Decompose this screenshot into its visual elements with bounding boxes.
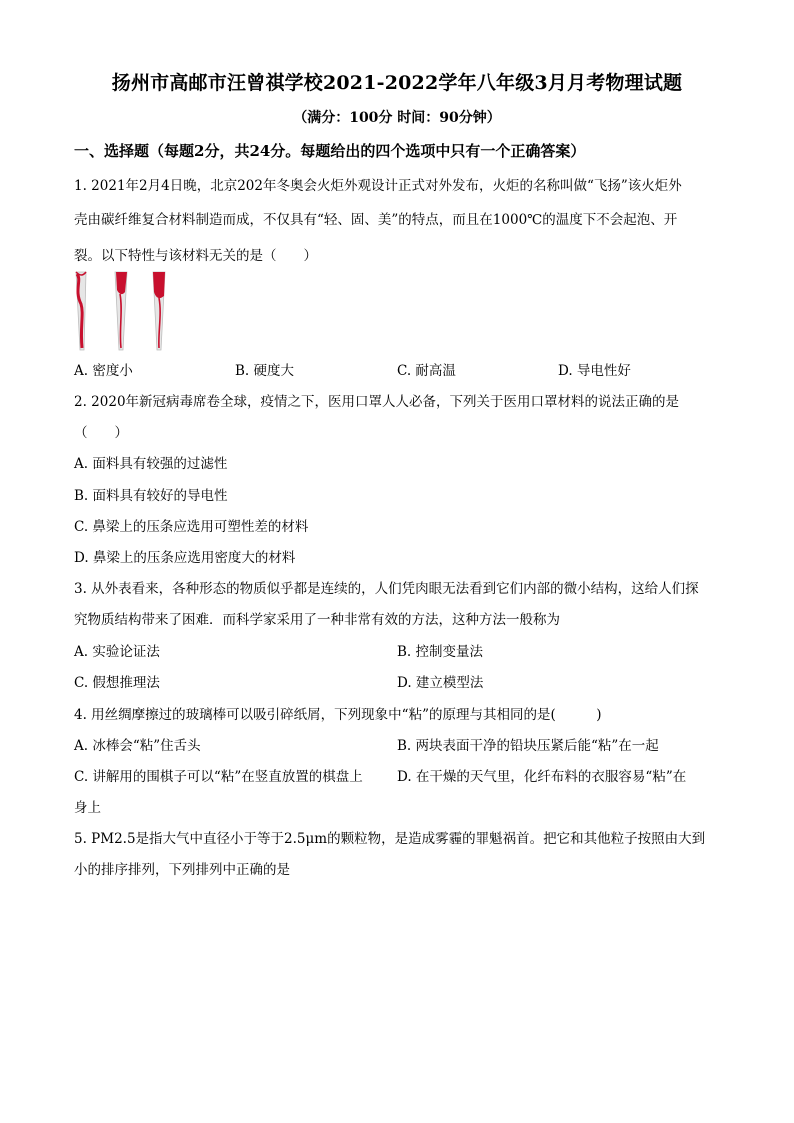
q1-option-a: A. 密度小 (74, 363, 133, 379)
q3-option-b: B. 控制变量法 (397, 644, 484, 660)
q1-option-c: C. 耐高温 (397, 363, 456, 379)
question-3-line-2: 究物质结构带来了困难．而科学家采用了一种非常有效的方法，这种方法一般称为 (74, 612, 560, 628)
q1-option-d: D. 导电性好 (558, 363, 631, 379)
q4-option-b: B. 两块表面干净的铅块压紧后能“粘”在一起 (397, 738, 659, 754)
q4-option-a: A. 冰棒会“粘”住舌头 (74, 738, 201, 754)
q3-option-c: C. 假想推理法 (74, 675, 160, 691)
section-heading: 一、选择题（每题2分，共24分。每题给出的四个选项中只有一个正确答案） (74, 142, 586, 160)
torch-icon (68, 270, 94, 352)
question-1-line-3: 裂。以下特性与该材料无关的是（ ） (74, 248, 317, 264)
question-3-line-1: 3. 从外表看来，各种形态的物质似乎都是连续的，人们凭肉眼无法看到它们内部的微小结构，这给人们探 (74, 581, 699, 597)
question-5-line-2: 小的排序排列，下列排列中正确的是 (74, 862, 290, 878)
page-title: 扬州市高邮市汪曾祺学校2021-2022学年八年级3月月考物理试题 (111, 72, 683, 94)
q3-option-a: A. 实验论证法 (74, 644, 160, 660)
q4-option-d-continued: 身上 (74, 800, 101, 816)
page-subtitle: （满分：100分 时间：90分钟） (293, 110, 501, 126)
q4-option-d: D. 在干燥的天气里，化纤布料的衣服容易“粘”在 (397, 769, 687, 785)
torch-icon (146, 270, 172, 352)
question-1-line-2: 壳由碳纤维复合材料制造而成，不仅具有“轻、固、美”的特点，而且在1000℃的温度下不会起泡、开 (74, 212, 678, 228)
q4-option-c: C. 讲解用的围棋子可以“粘”在竖直放置的棋盘上 (74, 769, 363, 785)
q3-option-d: D. 建立模型法 (397, 675, 484, 691)
question-2-line-2: （ ） (74, 425, 128, 441)
q1-option-b: B. 硬度大 (235, 363, 295, 379)
question-2-line-1: 2. 2020年新冠病毒席卷全球，疫情之下，医用口罩人人必备，下列关于医用口罩材料的说法正确的是 (74, 394, 680, 410)
question-4-line-1: 4. 用丝绸摩擦过的玻璃棒可以吸引碎纸屑，下列现象中“粘”的原理与其相同的是( ) (74, 707, 602, 723)
question-5-line-1: 5. PM2.5是指大气中直径小于等于2.5μm的颗粒物，是造成雾霾的罪魁祸首。把它和其他粒子按照由大到 (74, 831, 706, 847)
q2-option-b: B. 面料具有较好的导电性 (74, 488, 228, 504)
torch-icon (108, 270, 134, 352)
q2-option-d: D. 鼻梁上的压条应选用密度大的材料 (74, 550, 296, 566)
q2-option-a: A. 面料具有较强的过滤性 (74, 456, 228, 472)
question-1-line-1: 1. 2021年2月4日晚，北京202年冬奥会火炬外观设计正式对外发布，火炬的名称叫做“飞扬”该火炬外 (74, 178, 682, 194)
q2-option-c: C. 鼻梁上的压条应选用可塑性差的材料 (74, 519, 309, 535)
